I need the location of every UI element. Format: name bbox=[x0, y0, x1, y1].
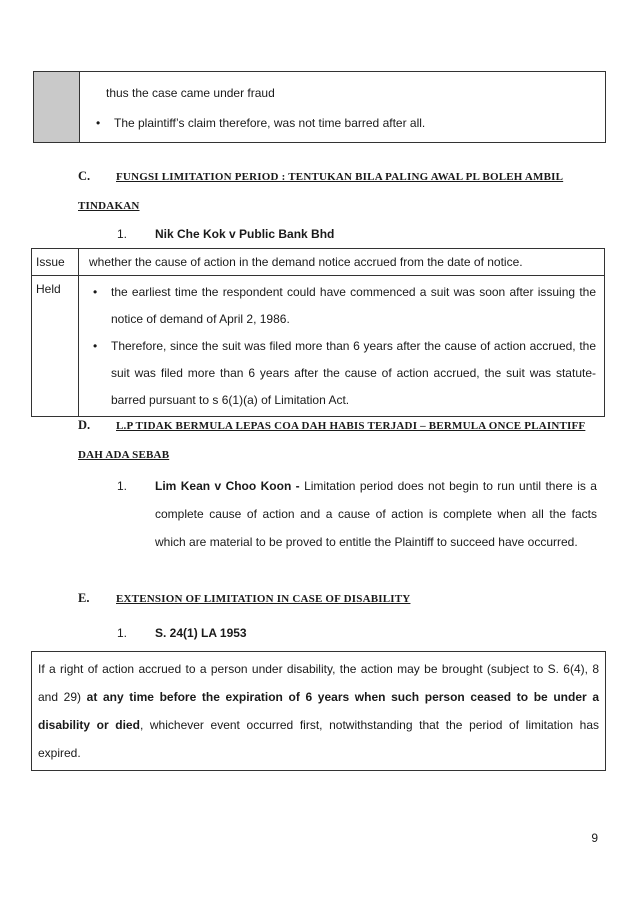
section-e-case-heading bbox=[117, 626, 247, 640]
disability-text-part2: , whichever event occurred first, notwithstanding that the period of limitation has expired. bbox=[38, 718, 599, 760]
continuation-content bbox=[80, 72, 606, 143]
case-number: 1. bbox=[117, 626, 128, 640]
case-title: Nik Che Kok v Public Bank Bhd bbox=[155, 227, 335, 241]
list-item: • the earliest time the respondent could have commenced a suit was soon after issuing the notice of demand of April 2, 1986. bbox=[87, 279, 596, 333]
section-d-case-paragraph bbox=[155, 472, 597, 556]
shaded-cell bbox=[34, 72, 80, 143]
disability-text-bold: at any time before the expiration of 6 years when such person ceased to be under a disability or died bbox=[38, 690, 599, 732]
disability-box bbox=[31, 651, 606, 771]
section-d-title-line2: DAH ADA SEBAB bbox=[78, 449, 170, 461]
continuation-bullets bbox=[90, 108, 597, 138]
continuation-line: thus the case came under fraud bbox=[106, 86, 275, 100]
section-e-letter: E. bbox=[78, 591, 90, 605]
section-c-heading bbox=[78, 162, 603, 221]
section-d-letter: D. bbox=[78, 418, 91, 432]
disability-text bbox=[32, 652, 606, 771]
issue-held-table bbox=[31, 248, 605, 417]
section-c-letter: C. bbox=[78, 169, 91, 183]
section-d-title-line1: L.P TIDAK BERMULA LEPAS COA DAH HABIS TERJADI – BERMULA ONCE PLAINTIFF bbox=[116, 420, 586, 432]
list-item: • Therefore, since the suit was filed more than 6 years after the cause of action accrued, the suit was filed more than 6 years after the cause of action accrued, the suit was statute-barred pursuant to s 6(1)(a) of Limitation Act. bbox=[87, 333, 596, 414]
held-label: Held bbox=[32, 276, 79, 417]
section-e-heading bbox=[78, 584, 603, 614]
case-name: Lim Kean v Choo Koon - bbox=[155, 479, 300, 493]
held-bullets bbox=[87, 279, 596, 414]
held-content bbox=[79, 276, 605, 417]
continuation-box bbox=[33, 71, 606, 143]
section-c-title-line1: FUNGSI LIMITATION PERIOD : TENTUKAN BILA PALING AWAL PL BOLEH AMBIL bbox=[116, 171, 564, 183]
case-number: 1. bbox=[117, 227, 128, 241]
section-e-title: EXTENSION OF LIMITATION IN CASE OF DISABILITY bbox=[116, 593, 411, 605]
disability-text-part1: If a right of action accrued to a person under disability, the action may be brought (subject to S. 6(4), 8 and 29) bbox=[38, 662, 599, 704]
list-item: • The plaintiff’s claim therefore, was not time barred after all. bbox=[90, 108, 597, 138]
section-d-heading bbox=[78, 411, 603, 470]
page-number: 9 bbox=[591, 831, 598, 845]
case-text: Limitation period does not begin to run until there is a complete cause of action and a cause of action is complete when all the facts which are material to be proved to entitle the Plaintiff to succeed have occurred. bbox=[155, 479, 597, 549]
case-number: 1. bbox=[117, 479, 128, 493]
table-row bbox=[32, 249, 605, 276]
section-d-case-number bbox=[117, 479, 155, 493]
section-c-title-line2: TINDAKAN bbox=[78, 200, 140, 212]
issue-text: whether the cause of action in the demand notice accrued from the date of notice. bbox=[79, 249, 605, 276]
table-row bbox=[32, 276, 605, 417]
section-c-case-heading bbox=[117, 227, 334, 241]
case-title: S. 24(1) LA 1953 bbox=[155, 626, 247, 640]
issue-label: Issue bbox=[32, 249, 79, 276]
